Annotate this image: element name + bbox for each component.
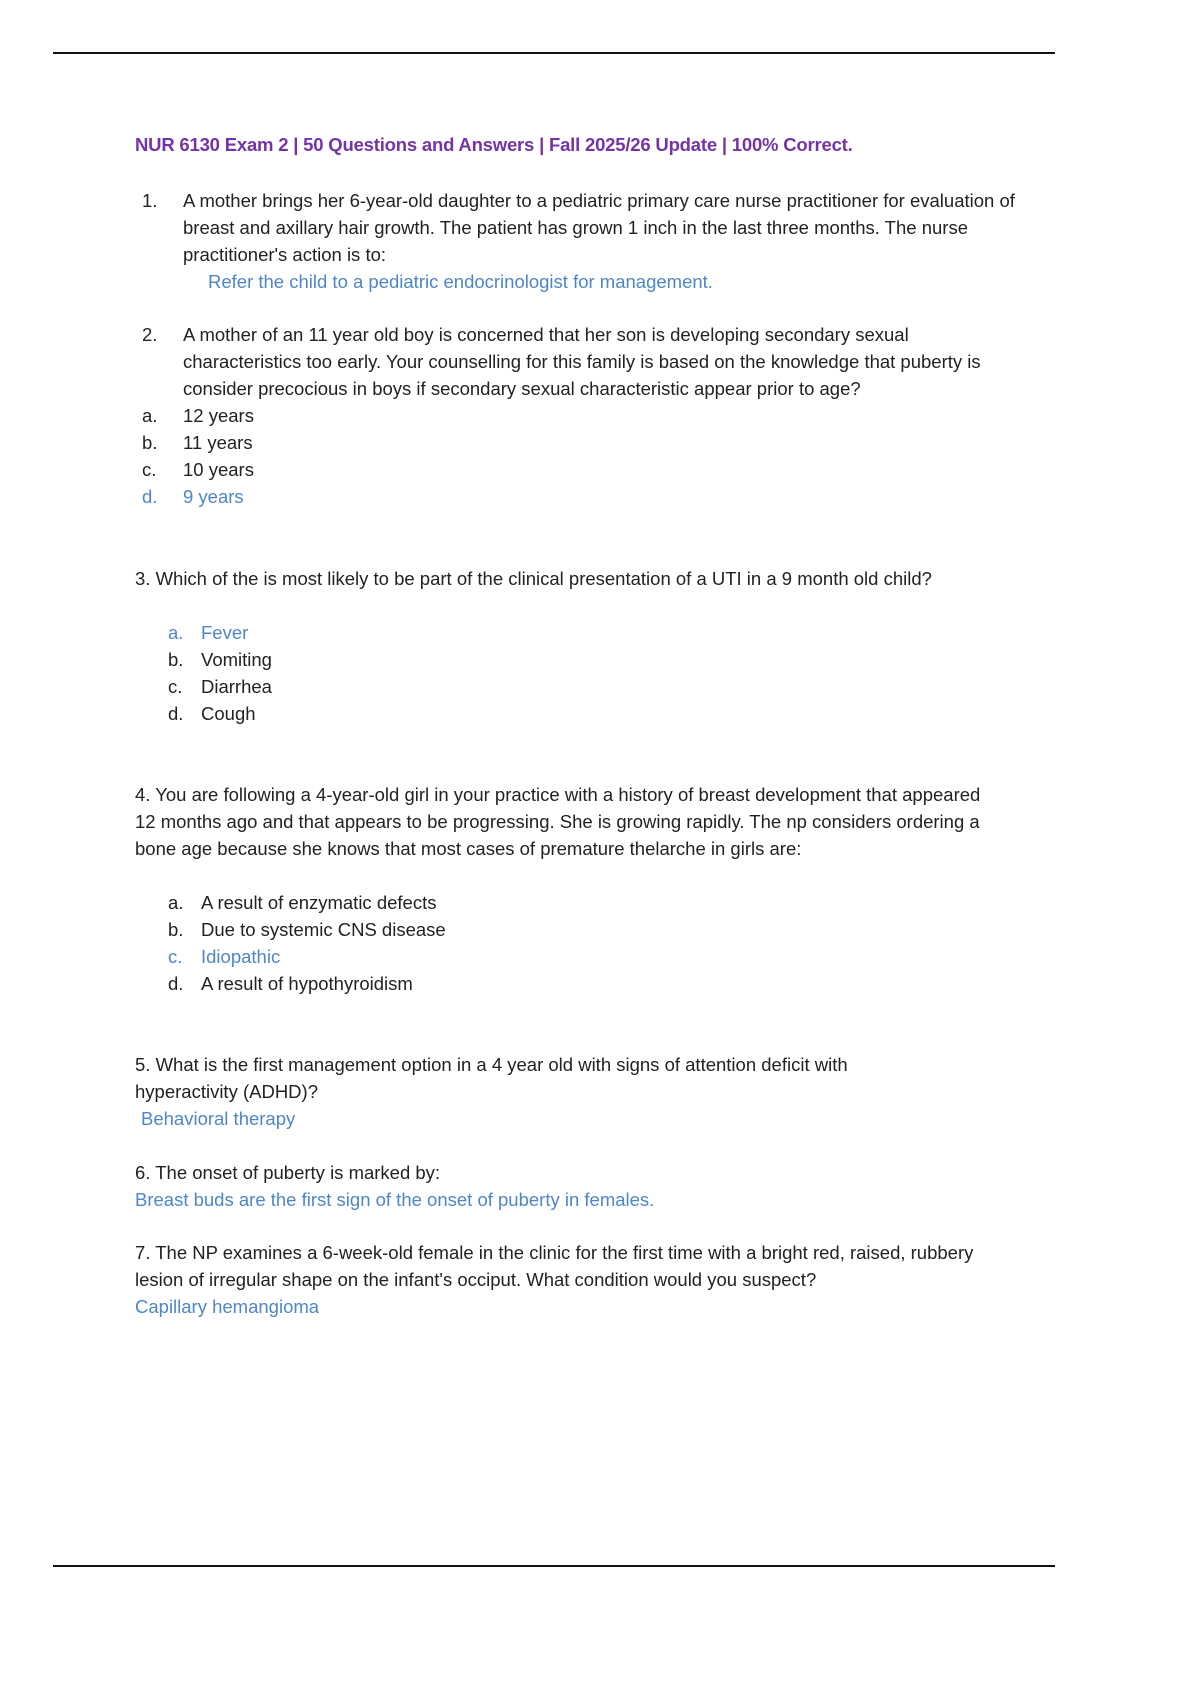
document-title: NUR 6130 Exam 2 | 50 Questions and Answers | Fall 2025/26 Update | 100% Correct. — [135, 134, 853, 155]
option-letter: b. — [168, 649, 184, 670]
question-number: 1. — [142, 190, 158, 211]
option-letter: c. — [168, 946, 183, 967]
option-b — [142, 429, 1012, 456]
option-d — [168, 700, 995, 727]
option-letter: c. — [142, 459, 157, 480]
option-a — [168, 889, 985, 916]
answer: Breast buds are the first sign of the onset of puberty in females. — [135, 1189, 655, 1210]
option-a — [142, 402, 1012, 429]
question-text: 4. You are following a 4-year-old girl in your practice with a history of breast development that appeared 12 months ago and that appears to be progressing. She is growing rapidly. The np considers ordering a bone age because she knows that most cases of premature thelarche in girls are: — [135, 784, 981, 859]
option-letter: a. — [168, 622, 184, 643]
option-letter: c. — [168, 676, 183, 697]
question-text: 7. The NP examines a 6-week-old female in the clinic for the first time with a bright red, raised, rubbery lesion of irregular shape on the infant's occiput. What condition would you suspect? — [135, 1242, 974, 1290]
question-5 — [135, 1051, 935, 1132]
question-text: A mother of an 11 year old boy is concerned that her son is developing secondary sexual characteristics too early. Your counselling for this family is based on the knowledge that puberty is consider precocious in boys if secondary sexual characteristic appear prior to age? — [183, 324, 981, 399]
option-text: 12 years — [183, 405, 254, 426]
question-2 — [142, 321, 1012, 510]
option-b — [168, 916, 985, 943]
question-text: 6. The onset of puberty is marked by: — [135, 1162, 441, 1183]
option-letter: d. — [168, 703, 184, 724]
option-c — [168, 673, 995, 700]
option-b — [168, 646, 995, 673]
answer: Capillary hemangioma — [135, 1296, 320, 1317]
option-text: 10 years — [183, 459, 254, 480]
option-text: Cough — [201, 703, 256, 724]
option-text: Idiopathic — [201, 946, 281, 967]
answer: Behavioral therapy — [141, 1108, 296, 1129]
option-letter: d. — [142, 486, 158, 507]
option-letter: a. — [168, 892, 184, 913]
question-4 — [135, 781, 985, 997]
option-text: Diarrhea — [201, 676, 272, 697]
bottom-rule — [53, 1565, 1055, 1567]
option-text: 11 years — [183, 432, 253, 453]
option-letter: a. — [142, 405, 158, 426]
option-text: Due to systemic CNS disease — [201, 919, 446, 940]
option-d — [168, 970, 985, 997]
question-1 — [142, 187, 1022, 295]
question-text: A mother brings her 6-year-old daughter to a pediatric primary care nurse practitioner for evaluation of breast and axillary hair growth. The patient has grown 1 inch in the last three months. The nurse practitioner's action is to: — [183, 190, 1015, 265]
option-letter: b. — [168, 919, 184, 940]
option-a-correct — [168, 619, 995, 646]
question-text: 5. What is the first management option in a 4 year old with signs of attention deficit with hyperactivity (ADHD)? — [135, 1054, 848, 1102]
top-rule — [53, 52, 1055, 54]
question-text: 3. Which of the is most likely to be part of the clinical presentation of a UTI in a 9 month old child? — [135, 568, 932, 589]
option-text: A result of enzymatic defects — [201, 892, 437, 913]
option-text: A result of hypothyroidism — [201, 973, 413, 994]
question-3 — [135, 565, 995, 727]
option-letter: d. — [168, 973, 184, 994]
question-7 — [135, 1239, 1005, 1320]
option-d-correct — [142, 483, 1012, 510]
option-c — [142, 456, 1012, 483]
option-text: Vomiting — [201, 649, 272, 670]
question-number: 2. — [142, 324, 158, 345]
option-letter: b. — [142, 432, 158, 453]
option-c-correct — [168, 943, 985, 970]
option-text: 9 years — [183, 486, 244, 507]
question-6 — [135, 1159, 995, 1213]
answer: Refer the child to a pediatric endocrinologist for management. — [208, 271, 713, 292]
option-text: Fever — [201, 622, 249, 643]
